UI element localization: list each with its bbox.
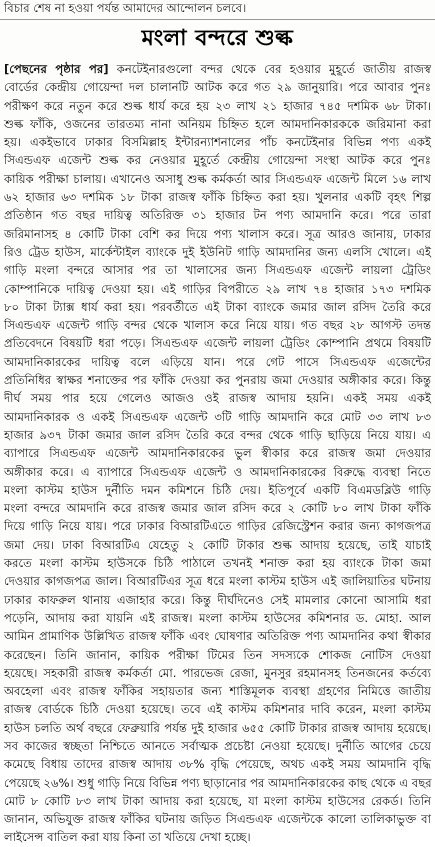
article-line: রিও ট্রেড হাউস, মার্কেন্টাইল ব্যাংকে দুই ইউনিট গাড়ি আমদানির জন্য এলসি খোলে। এই [4, 244, 431, 259]
article-line: লাইসেন্স বাতিল করা যায় কিনা তা খতিয়ে দেখা হচ্ছে। [4, 830, 251, 845]
article-line: জানান, অভিযুক্ত রাজস্ব ফাঁকির ঘটনায় জড়িত সিএন্ডএফ এজেন্টকে কালো তালিকাভুক্ত বা [4, 812, 431, 827]
article-line: দেওয়ার কাগজপত্র জাল। বিআরটিএর সূত্র ধরে মংলা কাস্টম হাউস এই জালিয়াতির ঘটনায় [4, 574, 431, 589]
article-line: প্রতিনিধির স্বাক্ষর শনাক্তের পর ফাঁকি দেওয়া কর পুনরায় জমা দেওয়ার অঙ্গীকার করে। কিন্তু [4, 373, 431, 388]
article-line: আমদানিকারকের দায়িত্ব বলে এড়িয়ে যান। পরে গেট পাসে সিএন্ডএফ এজেন্টের [4, 354, 431, 369]
article-line: ৬২ হাজার ৬৩ দশমিক ১৮ টাকা রাজস্ব ফাঁকি চিহ্নিত করা হয়। খুলনার একটি বৃহৎ শিল্প [4, 190, 431, 205]
article-line: পেয়েছে ২৬%। শুধু গাড়ি নিয়ে বিভিন্ন পণ্য ছাড়ানোর পর আমদানিকারকের কাছ থেকে এ বছর [4, 775, 432, 790]
previous-article-tail: বিচার শেষ না হওয়া পর্যন্ত আমাদের আন্দোলন চলবে। [4, 1, 247, 15]
article-line: আমিন প্রামাণিক উল্লিখিত রাজস্ব ফাঁকি এবং ঘোষণার অতিরিক্ত পণ্য আমদানির কথা স্বীকার [4, 629, 431, 644]
divider-rule [0, 19, 435, 20]
article-line: গাড়ি মংলা বন্দরে আসার পর তা খালাসের জন্য সিএন্ডএফ এজেন্ট লায়লা ট্রেডিং [4, 263, 431, 278]
article-line: সিএন্ডএফ এজেন্ট শুল্ক কর নেওয়ার মুহূর্তে কেন্দ্রীয় গোয়েন্দা সংস্থা আটক করে পুনঃ [4, 153, 431, 168]
article-line: পরীক্ষণ করে নতুন করে শুল্ক ধার্য করে হয় ২৩ লাখ ২১ হাজার ৭৪৫ দশমিক ৬৮ টাকা। [4, 98, 431, 113]
article-line: কায়িক পরীক্ষা চালায়। এখানেও অসাধু শুল্ক কর্মকর্তা আর সিএন্ডএফ এজেন্ট মিলে ১৬ লাখ [4, 171, 431, 186]
article-line: সিএন্ডএফ এজেন্ট গাড়ি বন্দর থেকে খালাস করে নিয়ে যায়। গত বছর ২৮ আগস্ট তদন্ত [4, 318, 431, 333]
article-line: বোর্ডের কেন্দ্রীয় গোয়েন্দা দল চালানটি আটক করে গত ২৯ জানুয়ারি। পরে আবার পুনঃ [4, 80, 431, 95]
article-line: শুল্ক ফাঁকি, ওজনের তারতম্য নানা অনিয়ম চিহ্নিত হলে আমদানিকারককে জরিমানা করা [4, 116, 431, 131]
article-line: করেছেন। তিনি জানান, কায়িক পরীক্ষা টিমের তিন সদস্যকে শোকজ নোটিস দেওয়া [4, 647, 431, 662]
article-line: দীর্ঘ সময় পার হয়ে গেলেও আজও ওই রাজস্ব আদায় হয়নি। একই সময় একই [4, 391, 431, 406]
article-line: ৮০ টাকা ট্যাক্স ধার্য করা হয়। পরবর্তীতে এই টাকা ব্যাংকে জমার জাল রসিদ তৈরি করে [4, 299, 431, 314]
article-line: মংলা কাস্টম হাউস দুর্নীতি দমন কমিশনে চিঠি দেয়। ইতিপূর্বে একটি বিএমডব্লিউ গাড়ি [4, 482, 431, 497]
article-line: হাউস চলতি অর্থ বছরে ফেব্রুয়ারি পর্যন্ত দুই হাজার ৬৫৫ কোটি টাকার রাজস্ব আদায় হয়েছে। [4, 720, 431, 735]
article-line: রাজস্ব বোর্ডকে চিঠি দেওয়া হয়েছে। তবে এই কাস্টম কমিশনার দাবি করেন, মংলা কাস্টম [4, 702, 431, 717]
article-line: ঢাকার কাফরুল থানায় এজাহার করে। কিন্তু দীর্ঘদিনেও সেই মামলার কোনো আসামি ধরা [4, 592, 431, 607]
article-line: জরিমানাসহ ৪ কোটি টাকা বেশি কর দিয়ে পণ্য খালাস করে। সূত্র আরও জানায়, ঢাকার [4, 226, 431, 241]
article-headline: মংলা বন্দরে শুল্ক [141, 26, 294, 51]
article-line: মংলা বন্দরে আমদানি করে রাজস্ব জমার জাল রসিদ করে ২ কোটি ৮০ লাখ টাকা ফাঁকি [4, 501, 431, 516]
article-line: মোট ৮ কোটি ৮৩ লাখ টাকা আদায় করা হয়েছে, যা মংলা কাস্টম হাউসের রেকর্ড। তিনি [4, 793, 431, 808]
article-line: অবহেলা এবং রাজস্ব ফাঁকির সহায়তার জন্য শাস্তিমূলক ব্যবস্থা গ্রহণের নিমিত্তে জাতীয় [4, 684, 431, 699]
article-line: হাজার ৯৩৭ টাকা জমার জাল রসিদ তৈরি করে বন্দর থেকে গাড়ি ছাড়িয়ে নিয়ে যায়। এ [4, 427, 431, 442]
article-line: প্রতিষ্ঠান গত বছর দায়িত্ব অতিরিক্ত ৩১ হাজার টন পণ্য আমদানি করে। পরে তারা [4, 208, 431, 223]
article-line: দিয়ে গাড়ি নিয়ে যায়। পরে ঢাকার বিআরটিএতে গাড়ির রেজিস্ট্রেশন করার জন্য কাগজপত্র [4, 519, 431, 534]
article-line: ব্যাপারে সিএন্ডএফ এজেন্ট আমদানিকারকের ভুল স্বীকার করে রাজস্ব জমা দেওয়ার [4, 446, 431, 461]
article-line: প্রতিবেদনে বিষয়টি ধরা পড়ে। সিএন্ডএফ এজেন্ট লায়লা ট্রেডিং কোম্পানি প্রথমে বিষয়টি [4, 336, 431, 351]
article-line: সব কাজের স্বচ্ছতা নিশ্চিতে আনতে সর্বাত্মক প্রচেষ্টা নেওয়া হয়েছে। দুর্নীতি আগের চেয়ে [4, 738, 431, 753]
article-line: হয়েছে। সহকারী রাজস্ব কর্মকর্তা মো. পারভেজ রেজা, মুনসুর রহমানসহ তিনজনের কর্তব্যে [4, 665, 431, 680]
article-line: পড়েনি, আদায় করা যায়নি এই রাজস্ব। মংলা কাস্টম হাউসের কমিশনার ড. মোহা. আল [4, 610, 431, 625]
article-line: [পেছনের পৃষ্ঠার পর] কনটেইনারগুলো বন্দর থেকে বের হওয়ার মুহূর্তে জাতীয় রাজস্ব [4, 62, 432, 76]
article-line: হয়। একইভাবে ঢাকার বিসমিল্লাহ ইন্টারন্যাশনালের পাঁচ কনটেইনার বিভিন্ন পণ্য একই [4, 135, 431, 150]
continuation-marker: [পেছনের পৃষ্ঠার পর] [4, 62, 109, 76]
article-line: আমদানিকারক ও একই সিএন্ডএফ এজেন্ট ৩টি গাড়ি আমদানি করে মোট ৩৩ লাখ ৮৩ [4, 409, 431, 424]
article-line: অঙ্গীকার করে। এ ব্যাপারে সিএন্ডএফ এজেন্ট ও আমদানিকারকের বিরুদ্ধে ব্যবস্থা নিতে [4, 464, 431, 479]
article-line: কমেছে বিধায় তাদের রাজস্ব আদায় ৩৮% বৃদ্ধি পেয়েছে, অথচ একই সময় আমদানি বৃদ্ধি [4, 757, 431, 772]
article-line: কোম্পানিকে দায়িত্ব দেওয়া হয়। এই গাড়ির বিপরীতে ২৯ লাখ ৭৪ হাজার ১৭৩ দশমিক [4, 281, 431, 296]
article-line: করতে মংলা কাস্টম হাউসকে চিঠি পাঠালে তখনই শনাক্ত করা হয় ব্যাংকে টাকা জমা [4, 556, 431, 571]
article-body [4, 60, 432, 845]
article-line: জমা দেয়। ঢাকা বিআরটিএ যেহেতু ২ কোটি টাকার শুল্ক আদায় হয়েছে, তাই যাচাই [4, 537, 431, 552]
